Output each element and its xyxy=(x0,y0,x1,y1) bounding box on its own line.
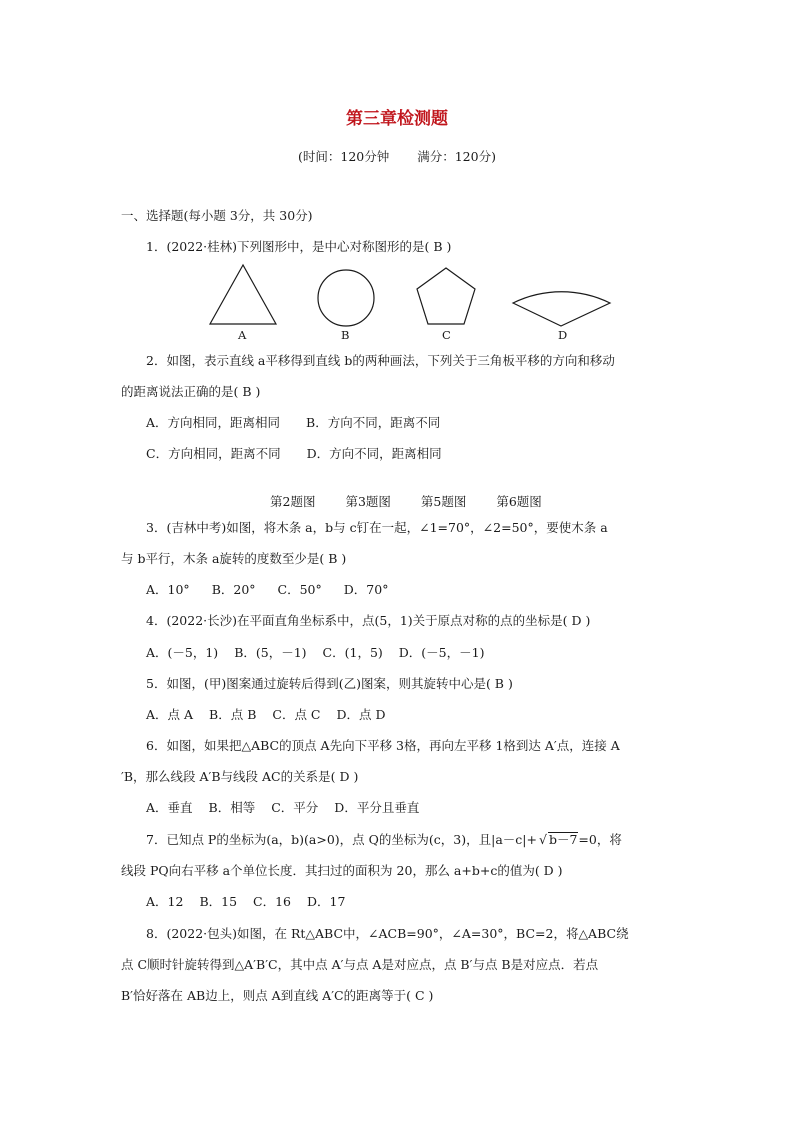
q7-option-a: A．12 xyxy=(146,894,184,909)
q6-options xyxy=(146,800,419,816)
shape-label-c: C xyxy=(442,328,451,342)
pentagon-shape xyxy=(417,268,475,324)
q7-options xyxy=(146,894,345,910)
question-6-line2: ′B，那么线段 A′B与线段 AC的关系是( D ) xyxy=(121,769,359,784)
sqrt-icon: √ xyxy=(538,832,547,847)
q3-option-c: C．50° xyxy=(277,582,322,597)
q6-option-c: C．平分 xyxy=(271,800,319,815)
question-1: 1．(2022·桂林)下列图形中，是中心对称图形的是( B ) xyxy=(146,239,452,254)
triangle-shape xyxy=(210,265,276,324)
figure-captions xyxy=(270,492,568,510)
question-6-line1: 6．如图，如果把△ABC的顶点 A先向下平移 3格，再向左平移 1格到达 A′点，连接 A xyxy=(146,738,620,753)
question-8-line1: 8．(2022·包头)如图，在 Rt△ABC中，∠ACB=90°，∠A=30°，BC=2，将△ABC绕 xyxy=(146,926,629,941)
q4-option-d: D．(－5，－1) xyxy=(398,645,485,660)
question-5: 5．如图，(甲)图案通过旋转后得到(乙)图案，则其旋转中心是( B ) xyxy=(146,676,513,691)
q5-option-c: C．点 C xyxy=(272,707,321,722)
q5-option-d: D．点 D xyxy=(336,707,386,722)
q3-option-d: D．70° xyxy=(343,582,389,597)
section-heading: 一、选择题(每小题 3分，共 30分) xyxy=(121,208,313,223)
question-3-line2: 与 b平行，木条 a旋转的度数至少是( B ) xyxy=(121,551,347,566)
question-7-line1 xyxy=(146,832,622,848)
q6-option-a: A．垂直 xyxy=(146,800,193,815)
figure-caption-2: 第2题图 xyxy=(270,494,316,509)
question-8-line2: 点 C顺时针旋转得到△A′B′C，其中点 A′与点 A是对应点，点 B′与点 B是对应点．若点 xyxy=(121,957,599,972)
q3-option-a: A．10° xyxy=(146,582,190,597)
question-2-line2: 的距离说法正确的是( B ) xyxy=(121,384,261,399)
q7-text-a: 7．已知点 P的坐标为(a，b)(a>0)，点 Q的坐标为(c，3)，且|a－c|+ xyxy=(146,832,537,847)
question-8-line3: B′恰好落在 AB边上，则点 A到直线 A′C的距离等于( C ) xyxy=(121,988,434,1003)
q4-option-a: A．(－5，1) xyxy=(146,645,219,660)
q7-sqrt-term: b－7 xyxy=(548,832,578,847)
q2-option-d: D．方向不同，距离相同 xyxy=(306,446,442,461)
q2-option-a: A．方向相同，距离相同 xyxy=(146,415,281,430)
q2-options-row2 xyxy=(146,446,442,462)
circle-shape xyxy=(318,270,374,326)
question-2-line1: 2．如图，表示直线 a平移得到直线 b的两种画法，下列关于三角板平移的方向和移动 xyxy=(146,353,615,368)
q7-text-b: =0，将 xyxy=(578,832,622,847)
q7-option-c: C．16 xyxy=(253,894,292,909)
q1-figures xyxy=(200,262,620,334)
q6-option-d: D．平分且垂直 xyxy=(334,800,420,815)
q2-options-row1 xyxy=(146,415,440,431)
q4-option-c: C．(1，5) xyxy=(322,645,383,660)
q2-option-b: B．方向不同，距离不同 xyxy=(306,415,441,430)
shape-label-b: B xyxy=(341,328,350,342)
full-score: 满分：120分) xyxy=(417,149,496,164)
q5-option-a: A．点 A xyxy=(146,707,194,722)
figure-caption-5: 第5题图 xyxy=(420,494,467,509)
question-7-line2: 线段 PQ向右平移 a个单位长度．其扫过的面积为 20，那么 a+b+c的值为( D ) xyxy=(121,863,563,878)
q4-options xyxy=(146,645,484,661)
q4-option-b: B．(5，－1) xyxy=(234,645,307,660)
figure-caption-6: 第6题图 xyxy=(496,494,542,509)
q3-option-b: B．20° xyxy=(211,582,256,597)
shape-label-d: D xyxy=(558,328,568,342)
q6-option-b: B．相等 xyxy=(208,800,256,815)
q5-options xyxy=(146,707,386,723)
question-3-line1: 3．(吉林中考)如图，将木条 a，b与 c钉在一起，∠1=70°，∠2=50°，要使木条 a xyxy=(146,520,608,535)
question-4: 4．(2022·长沙)在平面直角坐标系中，点(5，1)关于原点对称的点的坐标是( D ) xyxy=(146,613,591,628)
q5-option-b: B．点 B xyxy=(209,707,257,722)
exam-info xyxy=(0,147,794,165)
page-title: 第三章检测题 xyxy=(346,109,448,129)
q2-option-c: C．方向相同，距离不同 xyxy=(146,446,281,461)
q7-option-b: B．15 xyxy=(199,894,238,909)
sector-shape xyxy=(513,292,610,326)
figure-caption-3: 第3题图 xyxy=(345,494,391,509)
q7-option-d: D．17 xyxy=(307,894,346,909)
q3-options xyxy=(146,582,388,598)
shape-label-a: A xyxy=(238,328,247,342)
time-limit: (时间：120分钟 xyxy=(298,149,390,164)
